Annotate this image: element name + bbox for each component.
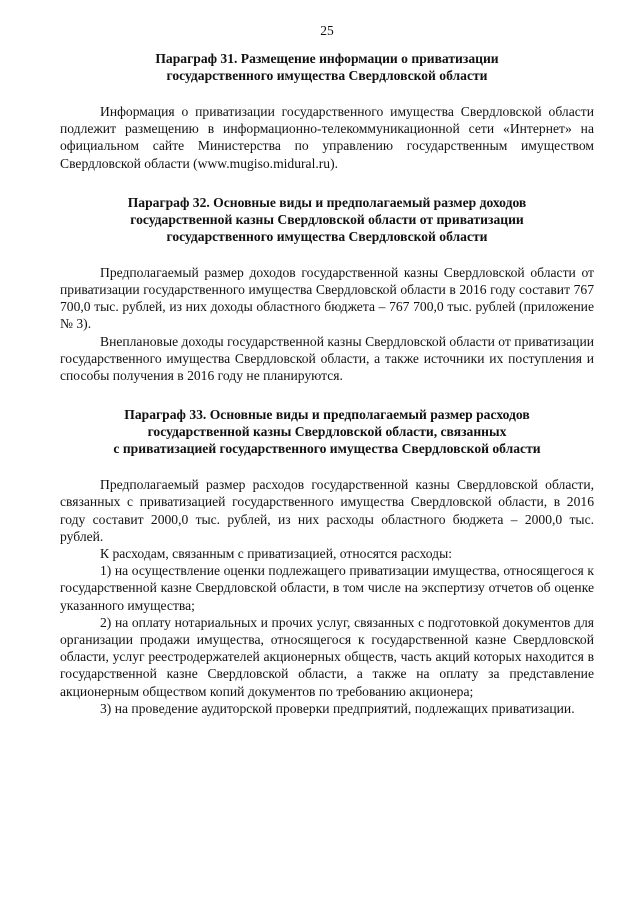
- section-32: [60, 194, 594, 384]
- section-33-paragraph-1: Предполагаемый размер расходов государственной казны Свердловской области, связанных с приватизацией государственного имущества Свердловской области, в 2016 году составит 2000,0 тыс. рублей, из них расходы областного бюджета – 2000,0 тыс. рублей.: [60, 477, 594, 544]
- section-32-heading-line-1: Параграф 32. Основные виды и предполагаемый размер доходов: [127, 194, 527, 210]
- section-33-heading-line-2: государственной казны Свердловской области, связанных: [147, 424, 507, 440]
- section-33-list-item-3: 3) на проведение аудиторской проверки предприятий, подлежащих приватизации.: [100, 700, 575, 716]
- section-33-heading-line-1: Параграф 33. Основные виды и предполагаемый размер расходов: [124, 407, 530, 423]
- section-31-paragraph-1: Информация о приватизации государственного имущества Свердловской области подлежит размещению в информационно-телекоммуникационной сети «Интернет» на официальном сайте Министерства по управлению государственным имуществом Свердловской области (www.mugiso.midural.ru).: [60, 104, 594, 171]
- section-33: [60, 406, 594, 717]
- document-page: [60, 22, 594, 717]
- section-32-paragraph-2: Внеплановые доходы государственной казны Свердловской области от приватизации государственного имущества Свердловской области, а также источники их поступления и способы получения в 2016 году не планируются.: [60, 333, 594, 384]
- section-32-heading-line-3: государственного имущества Свердловской области: [166, 228, 488, 244]
- section-33-paragraph-2: К расходам, связанным с приватизацией, относятся расходы:: [100, 546, 453, 562]
- section-31-heading-line-1: Параграф 31. Размещение информации о приватизации: [155, 51, 499, 66]
- section-33-list-item-1: 1) на осуществление оценки подлежащего приватизации имущества, относящегося к государственной казне Свердловской области, в том числе на экспертизу отчетов об оценке указанного имущества;: [60, 563, 594, 613]
- section-32-heading: [60, 194, 594, 245]
- section-31-heading: [60, 50, 594, 84]
- section-33-heading-line-3: с приватизацией государственного имущества Свердловской области: [113, 441, 541, 457]
- section-32-heading-line-2: государственной казны Свердловской области от приватизации: [130, 211, 524, 227]
- section-31: [60, 50, 594, 172]
- section-32-paragraph-1: Предполагаемый размер доходов государственной казны Свердловской области от приватизации государственного имущества Свердловской области в 2016 году составит 767 700,0 тыс. рублей, из них доходы областного бюджета – 767 700,0 тыс. рублей (приложение № 3).: [60, 264, 594, 332]
- page-number: 25: [320, 23, 334, 38]
- section-33-heading: [60, 406, 594, 457]
- section-33-list-item-2: 2) на оплату нотариальных и прочих услуг, связанных с подготовкой документов для организации продажи имущества, относящегося к государственной казне Свердловской области, услуг реестродержателей акционерных обществ, часть акций которых находится в государственной казне Свердловской области, а также на оплату за представление акционерным обществом копий документов по требованию акционера;: [60, 614, 594, 699]
- section-31-heading-line-2: государственного имущества Свердловской области: [166, 68, 488, 83]
